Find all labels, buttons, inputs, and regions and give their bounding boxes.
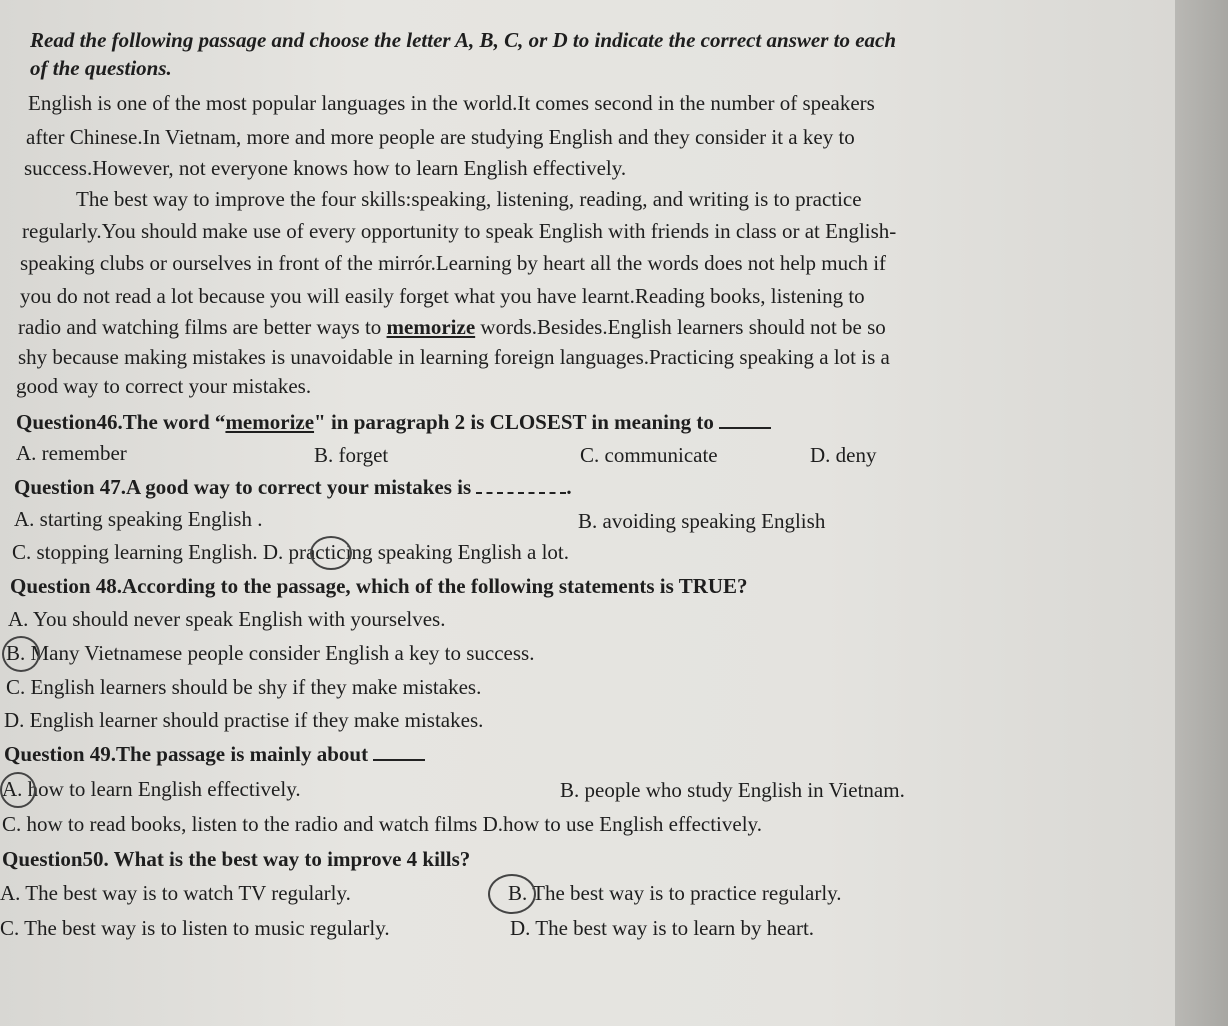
answer-blank (373, 741, 425, 761)
answer-blank (719, 409, 771, 429)
passage-p2-line-7: good way to correct your mistakes. (16, 374, 312, 398)
q49-options-c-d: C. how to read books, listen to the radio and watch films D.how to use English effectively. (2, 812, 762, 836)
q47-stem-end: . (566, 475, 572, 499)
answer-circle-mark (310, 536, 352, 570)
q46-option-d: D. deny (810, 443, 877, 467)
q50-stem: Question50. What is the best way to improve 4 kills? (2, 847, 471, 871)
q50-option-a: A. The best way is to watch TV regularly. (0, 881, 351, 905)
q47-stem (14, 474, 572, 500)
q47-options-c-d: C. stopping learning English. D. practicing speaking English a lot. (12, 540, 570, 564)
passage-p1-line-1: English is one of the most popular languages in the world.It comes second in the number of speakers (28, 91, 875, 115)
q47-option-a: A. starting speaking English . (14, 507, 263, 531)
q48-option-a: A. You should never speak English with yourselves. (8, 607, 446, 631)
q50-option-d: D. The best way is to learn by heart. (510, 916, 815, 940)
q47-option-b: B. avoiding speaking English (578, 509, 826, 533)
q46-stem (16, 409, 771, 435)
q49-option-a: A. how to learn English effectively. (2, 777, 301, 801)
q48-stem: Question 48.According to the passage, which of the following statements is TRUE? (10, 574, 748, 598)
q46-option-b: B. forget (314, 443, 389, 467)
passage-p1-line-2: after Chinese.In Vietnam, more and more people are studying English and they consider it a key to (26, 125, 855, 149)
instructions-line-2: of the questions. (30, 56, 172, 80)
q50-option-c: C. The best way is to listen to music regularly. (0, 916, 390, 940)
passage-p2-line-4: you do not read a lot because you will easily forget what you have learnt.Reading books, listening to (20, 284, 865, 308)
q46-keyword: memorize (225, 410, 315, 434)
passage-p2-line-6: shy because making mistakes is unavoidable in learning foreign languages.Practicing speaking a lot is a (18, 345, 890, 369)
q47-stem-text: Question 47.A good way to correct your mistakes is (14, 475, 472, 499)
answer-circle-mark (488, 874, 536, 914)
highlighted-word: memorize (386, 315, 476, 339)
q46-stem-text: " in paragraph 2 is CLOSEST in meaning to (314, 410, 714, 434)
page-edge-shadow (1175, 0, 1228, 1026)
passage-p1-line-3: success.However, not everyone knows how to learn English effectively. (24, 156, 627, 180)
passage-p2-line-2: regularly.You should make use of every opportunity to speak English with friends in class or at English- (22, 219, 897, 243)
passage-text: radio and watching films are better ways to (18, 315, 387, 339)
q46-option-c: C. communicate (580, 443, 718, 467)
instructions-line-1: Read the following passage and choose the letter A, B, C, or D to indicate the correct answer to each (30, 28, 897, 52)
q48-option-c: C. English learners should be shy if they make mistakes. (6, 675, 482, 699)
q50-option-b: B. The best way is to practice regularly. (508, 881, 842, 905)
passage-p2-line-3: speaking clubs or ourselves in front of the mirrór.Learning by heart all the words does not help much if (20, 251, 887, 275)
answer-blank (476, 474, 566, 494)
answer-circle-mark (0, 772, 36, 808)
passage-text: words.Besides.English learners should not be so (475, 315, 886, 339)
q49-stem (4, 741, 425, 767)
q46-option-a: A. remember (16, 441, 127, 465)
q46-stem-text: Question46.The word “ (16, 410, 226, 434)
q49-option-b: B. people who study English in Vietnam. (560, 778, 905, 802)
q49-stem-text: Question 49.The passage is mainly about (4, 742, 369, 766)
q48-option-d: D. English learner should practise if they make mistakes. (4, 708, 484, 732)
answer-circle-mark (2, 636, 40, 672)
q48-option-b: B. Many Vietnamese people consider English a key to success. (6, 641, 535, 665)
passage-p2-line-1: The best way to improve the four skills:speaking, listening, reading, and writing is to practice (76, 187, 862, 211)
passage-p2-line-5 (18, 314, 886, 340)
